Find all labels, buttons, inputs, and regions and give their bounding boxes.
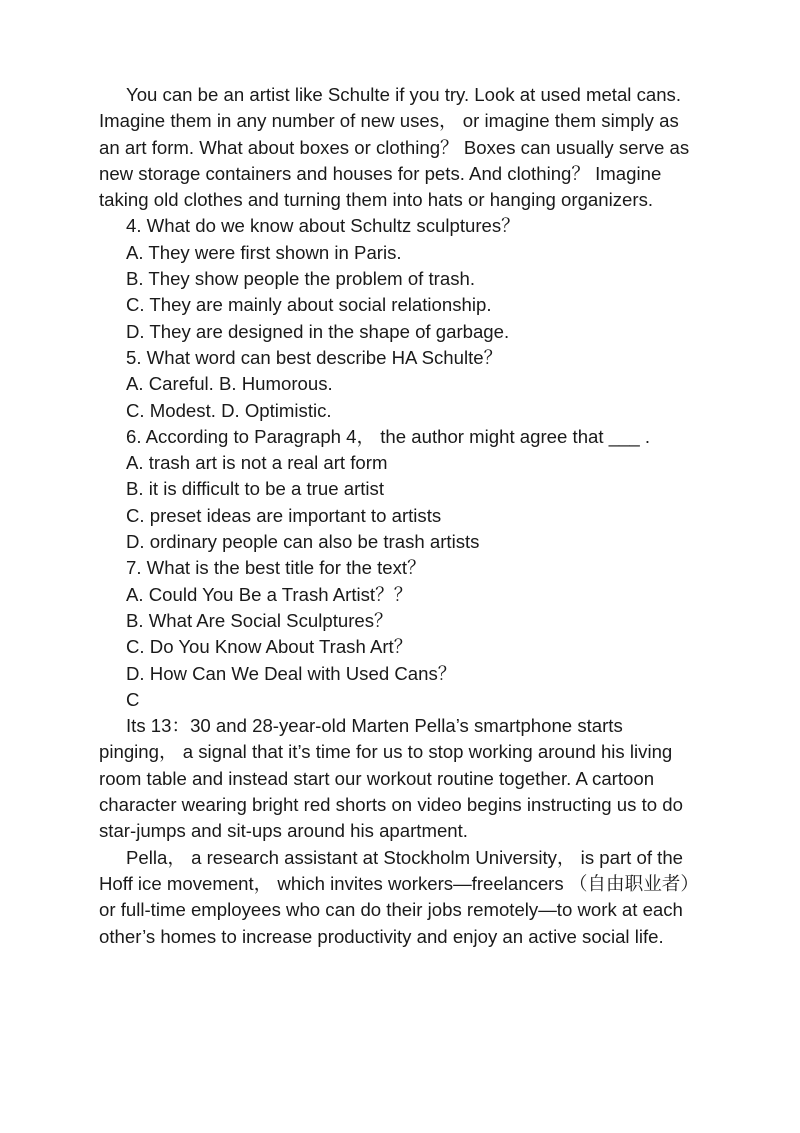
question-4-option-a: A. They were first shown in Paris. — [126, 241, 402, 263]
question-4-option-d: D. They are designed in the shape of garbage. — [126, 320, 510, 342]
question-6-option-b: B. it is difficult to be a true artist — [126, 478, 385, 500]
question-7-option-c: C. Do You Know About Trash Art？ — [126, 636, 413, 658]
question-6: 6. According to Paragraph 4， the author might agree that ___ . — [126, 425, 651, 447]
question-5-options-cd: C. Modest. D. Optimistic. — [126, 399, 332, 421]
question-block-6 — [99, 424, 704, 555]
question-4-option-c: C. They are mainly about social relationship. — [126, 294, 492, 316]
section-label-c: C — [126, 688, 140, 710]
question-5: 5. What word can best describe HA Schulte？ — [126, 346, 503, 368]
question-7-option-d: D. How Can We Deal with Used Cans？ — [126, 662, 457, 684]
question-6-option-c: C. preset ideas are important to artists — [126, 504, 442, 526]
question-block-7 — [99, 555, 704, 686]
question-7-option-a: A. Could You Be a Trash Artist？？ — [126, 583, 413, 605]
question-7: 7. What is the best title for the text？ — [126, 557, 426, 579]
paragraph-pella-2: Pella， a research assistant at Stockholm University， is part of the Hoff ice movement， which invites workers—freelancers （自由职业者） or full-time employees who can do their jobs remotely—to work at each other’s homes to increase productivity and enjoy an active social life. — [99, 846, 699, 947]
question-5-options-ab: A. Careful. B. Humorous. — [126, 373, 333, 395]
document-body — [99, 82, 704, 950]
question-6-option-d: D. ordinary people can also be trash artists — [126, 531, 480, 553]
question-block-5 — [99, 345, 704, 424]
question-4-option-b: B. They show people the problem of trash. — [126, 268, 476, 290]
question-6-option-a: A. trash art is not a real art form — [126, 452, 388, 474]
paragraph-pella-1: Its 13：30 and 28-year-old Marten Pella’s smartphone starts pinging， a signal that it’s time for us to stop working around his living room table and instead start our workout routine together. A cartoon character wearing bright red shorts on video begins instructing us to do star-jumps and sit-ups around his apartment. — [99, 715, 683, 842]
question-block-4 — [99, 213, 704, 344]
paragraph-schulte: You can be an artist like Schulte if you try. Look at used metal cans. Imagine them in any number of new uses， or imagine them simply as an art form. What about boxes or clothing？ Boxes can usually serve as new storage containers and houses for pets. And clothing？ Imagine taking old clothes and turning them into hats or hanging organizers. — [99, 84, 690, 211]
question-7-option-b: B. What Are Social Sculptures？ — [126, 609, 393, 631]
question-4: 4. What do we know about Schultz sculptures？ — [126, 215, 520, 237]
